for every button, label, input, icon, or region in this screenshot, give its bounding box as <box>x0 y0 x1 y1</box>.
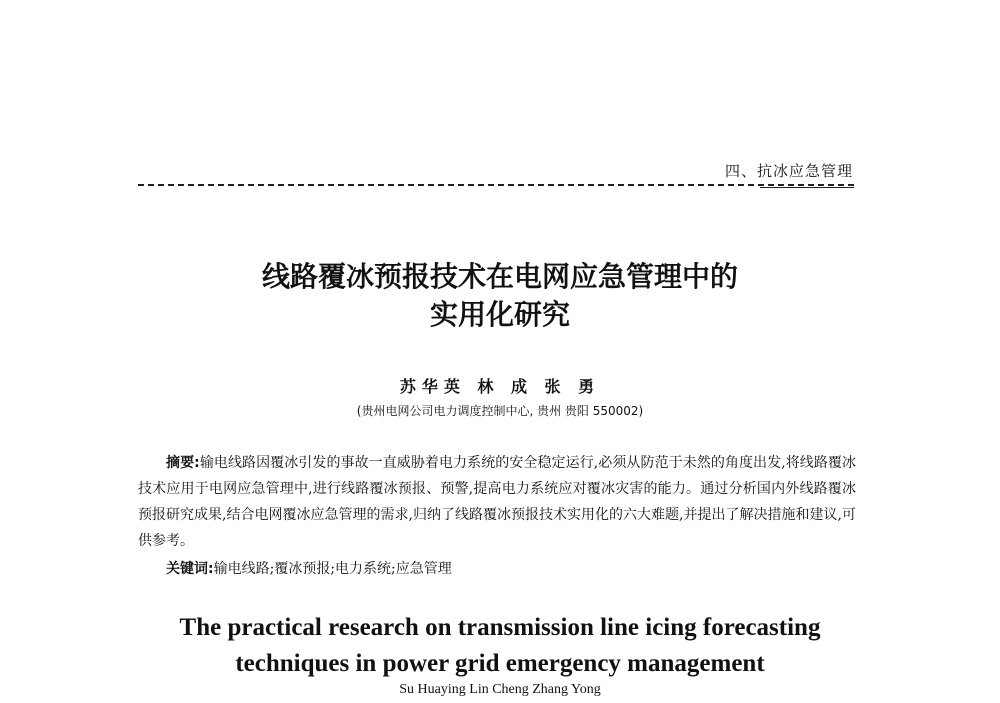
running-header: 四、抗冰应急管理 <box>724 162 853 180</box>
paper-title-cn <box>0 258 1000 334</box>
header-divider-solid <box>760 187 854 188</box>
paper-title-cn-line2: 实用化研究 <box>429 298 570 331</box>
paper-title-en-line2: techniques in power grid emergency management <box>235 650 765 677</box>
keywords-text: 输电线路;覆冰预报;电力系统;应急管理 <box>213 561 452 577</box>
abstract <box>138 450 856 554</box>
keywords-label: 关键词: <box>166 561 214 577</box>
authors-cn: 苏华英 林 成 张 勇 <box>399 377 601 396</box>
keywords <box>166 556 452 582</box>
affiliation-cn: (贵州电网公司电力调度控制中心, 贵州 贵阳 550002) <box>356 404 644 418</box>
header-divider <box>138 184 854 186</box>
paper-title-en-line1: The practical research on transmission line icing forecasting <box>179 614 821 641</box>
paper-title-en <box>0 610 1000 682</box>
paper-title-cn-line1: 线路覆冰预报技术在电网应急管理中的 <box>261 260 738 293</box>
abstract-label: 摘要: <box>166 455 200 471</box>
authors-en: Su Huaying Lin Cheng Zhang Yong <box>399 682 601 697</box>
abstract-paragraph <box>138 450 856 554</box>
abstract-text: 输电线路因覆冰引发的事故一直威胁着电力系统的安全稳定运行,必须从防范于未然的角度出发,将线路覆冰技术应用于电网应急管理中,进行线路覆冰预报、预警,提高电力系统应对覆冰灾害的能力。通过分析国内外线路覆冰预报研究成果,结合电网覆冰应急管理的需求,归纳了线路覆冰预报技术实用化的六大难题,并提出了解决措施和建议,可供参考。 <box>138 455 856 549</box>
